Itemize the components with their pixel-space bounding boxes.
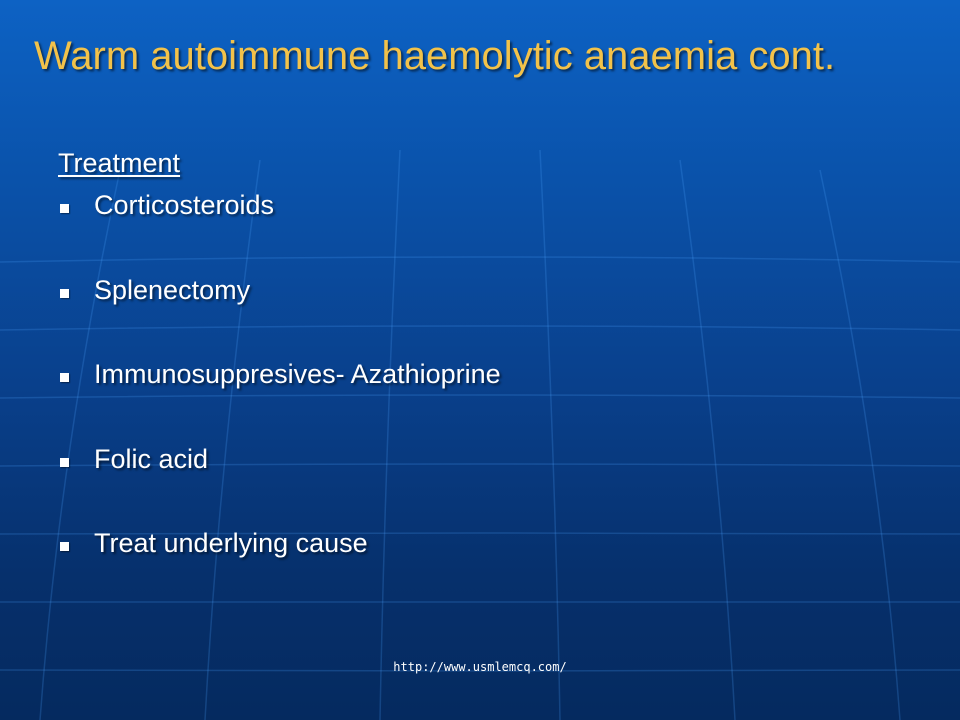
square-bullet-icon — [60, 289, 69, 298]
bullet-text: Folic acid — [94, 443, 209, 474]
section-heading: Treatment — [58, 148, 181, 178]
slide-title: Warm autoimmune haemolytic anaemia cont. — [34, 34, 836, 78]
square-bullet-icon — [60, 204, 69, 213]
square-bullet-icon — [60, 542, 69, 551]
square-bullet-icon — [60, 373, 69, 382]
bullet-text: Splenectomy — [94, 274, 251, 305]
bullet-text: Treat underlying cause — [94, 528, 368, 558]
footer-url: http://www.usmlemcq.com/ — [393, 660, 567, 674]
bullet-text: Corticosteroids — [94, 190, 275, 220]
square-bullet-icon — [60, 458, 69, 467]
bullet-text: Immunosuppresives- Azathioprine — [94, 359, 501, 389]
